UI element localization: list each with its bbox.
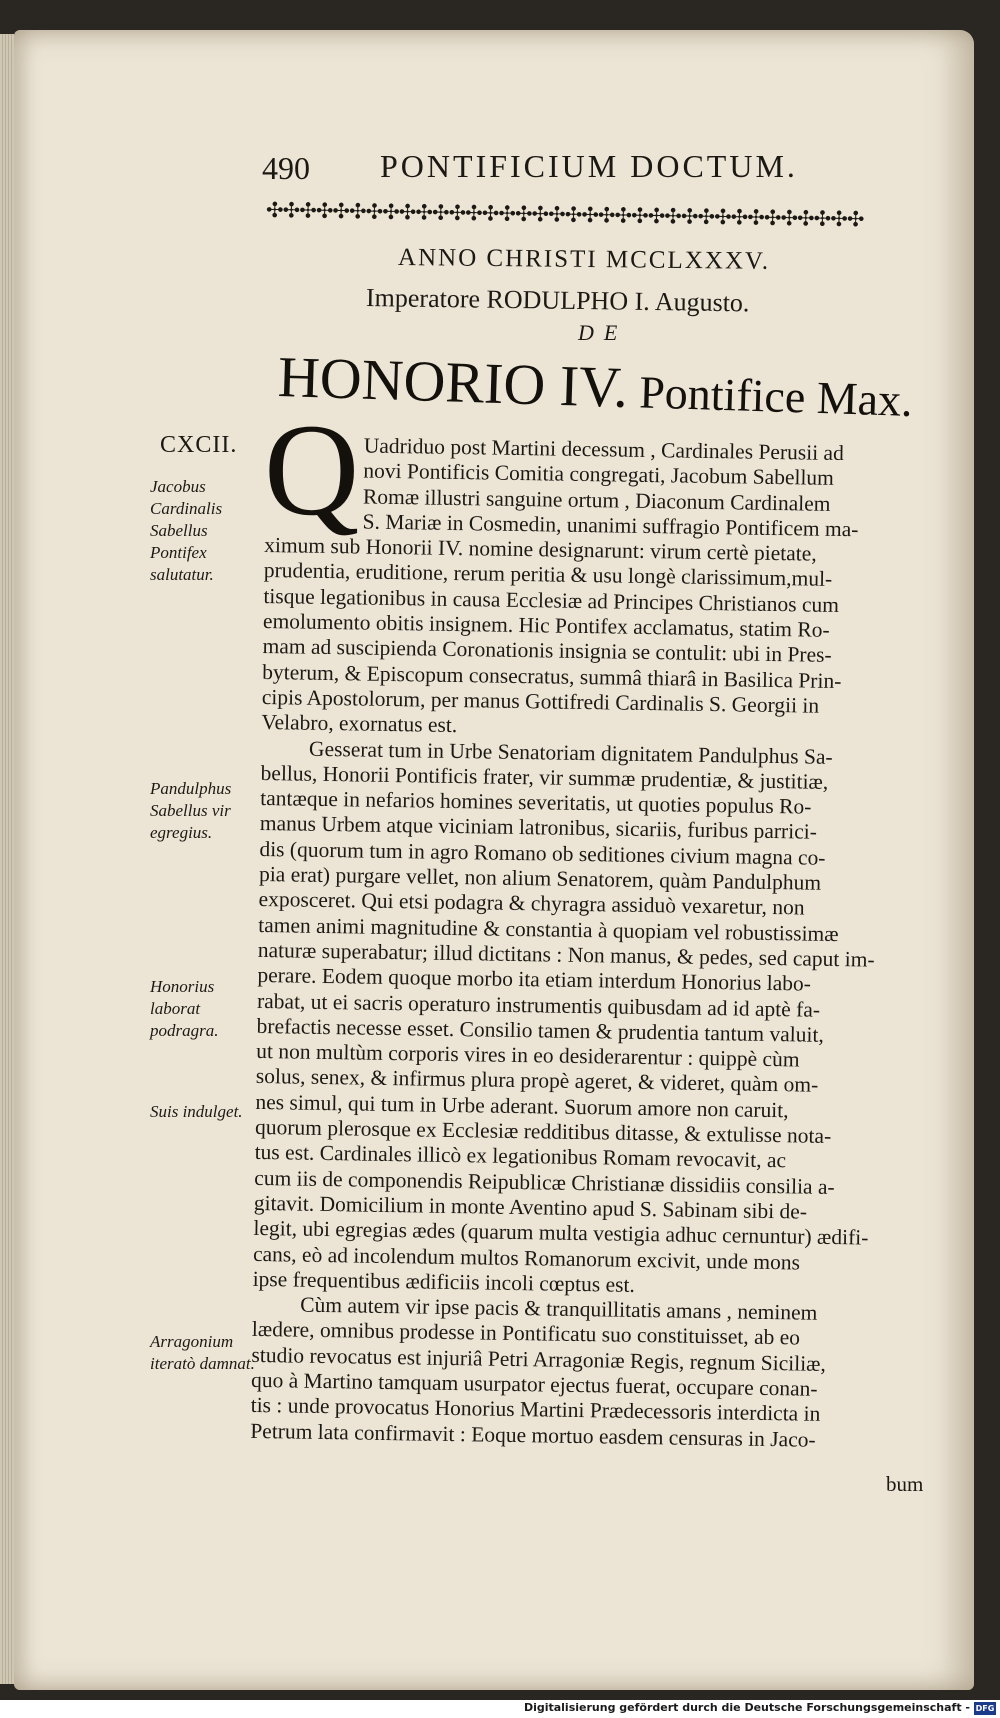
body-line: dis (quorum tum in agro Romano ob seditiones civium magna co- — [259, 836, 826, 870]
ornament-rule: ✣✣✣✣✣✣✣✣✣✣✣✣✣✣✣✣✣✣✣✣✣✣✣✣✣✣✣✣✣✣✣✣✣✣✣✣ — [265, 198, 864, 232]
body-line: tis : unde provocatus Honorius Martini Prædecessoris interdicta in — [250, 1393, 821, 1427]
body-text — [250, 432, 938, 1454]
running-title: PONTIFICIUM DOCTUM. — [380, 148, 798, 184]
body-line: Gesserat tum in Urbe Senatoriam dignitatem Pandulphus Sa- — [308, 736, 833, 769]
body-line: emolumento obitis insignem. Hic Pontifex acclamatus, statim Ro- — [262, 609, 830, 642]
body-line: bellus, Honorii Pontificis frater, vir summæ prudentiæ, & justitiæ, — [260, 760, 829, 794]
main-title-name: HONORIO IV. — [276, 344, 630, 420]
body-line: ipse frequentibus ædificiis incoli cœptus est. — [252, 1266, 636, 1297]
body-line: tamen animi magnitudine & constantia à quopiam vel robustissimæ — [258, 912, 839, 946]
body-line: Cùm autem vir ipse pacis & tranquillitatis amans , neminem — [300, 1292, 818, 1325]
chapter-number: CXCII. — [160, 432, 238, 458]
body-line: exposceret. Qui etsi podagra & chyragra assiduò vexaretur, non — [258, 887, 805, 920]
body-line: mam ad suscipienda Coronationis insignia se contulit: ubi in Pres- — [262, 634, 832, 668]
body-line: lædere, omnibus prodesse in Pontificatu suo constituisset, ab eo — [251, 1317, 801, 1350]
anno-line: ANNO CHRISTI MCCLXXXV. — [397, 244, 771, 275]
footer-bar — [0, 1700, 1000, 1718]
imperatore-line: Imperatore RODULPHO I. Augusto. — [365, 283, 750, 318]
body-line: novi Pontificis Comitia congregati, Jacobum Sabellum — [363, 458, 835, 491]
body-line: naturæ superabatur; illud dictitans : Non manus, & pedes, sed caput im- — [257, 937, 875, 972]
margin-note: Pandulphus Sabellus vir egregius. — [150, 779, 232, 842]
page-header — [262, 148, 852, 188]
body-line: ximum sub Honorii IV. nomine designarunt: virum certè pietate, — [264, 533, 817, 566]
body-line: gitavit. Domicilium in monte Aventino apud S. Sabinam sibi de- — [253, 1190, 808, 1224]
body-line: solus, senex, & infirmus plura propè ageret, & videret, quàm om- — [255, 1064, 819, 1098]
body-line: Petrum lata confirmavit : Eoque mortuo easdem censuras in Jaco- — [250, 1418, 816, 1452]
body-line: tus est. Cardinales illicò ex legationibus Romam revocavit, ac — [254, 1140, 787, 1173]
body-line: Velabro, exornatus est. — [261, 710, 458, 738]
margin-note: Suis indulget. — [150, 1102, 243, 1121]
body-line: cipis Apostolorum, per manus Gottifredi Cardinalis S. Georgii in — [261, 684, 820, 718]
body-line: quo à Martino tamquam usurpator ejectus fuerat, occupare conan- — [250, 1367, 818, 1401]
dfg-logo: DFG — [975, 1704, 995, 1713]
margin-note: Jacobus Cardinalis Sabellus Pontifex salutatur. — [150, 477, 223, 584]
body-line: prudentia, eruditione, rerum peritia & usu longè clarissimum,mul- — [263, 558, 833, 592]
body-line: perare. Eodem quoque morbo ita etiam interdum Honorius labo- — [257, 963, 812, 996]
de-line: DE — [578, 320, 628, 345]
footer-credit: Digitalisierung gefördert durch die Deutsche Forschungsgemeinschaft - — [523, 1701, 970, 1714]
body-line: studio revocatus est injuriâ Petri Arragoniæ Regis, regnum Siciliæ, — [251, 1342, 827, 1376]
drop-cap: Q — [264, 396, 360, 543]
page-number: 490 — [262, 150, 310, 186]
margin-note: Honorius laborat podragra. — [150, 977, 219, 1040]
body-line: ut non multùm corporis vires in eo desiderarentur : quippè cùm — [256, 1039, 800, 1072]
body-line: cans, eò ad incolendum multos Romanorum excivit, unde mons — [252, 1241, 801, 1274]
body-line: tisque legationibus in causa Ecclesiæ ad Principes Christianos cum — [263, 583, 840, 617]
body-line: pia erat) purgare vellet, non alium Senatorem, quàm Pandulphum — [258, 861, 822, 895]
body-line: tantæque in nefarios homines severitatis, ut quoties populus Ro- — [260, 786, 812, 819]
body-line: nes simul, qui tum in Urbe aderant. Suorum amore non caruit, — [255, 1089, 789, 1123]
body-line: cum iis de componendis Reipublicæ Christianæ dissidiis consilia a- — [254, 1165, 835, 1199]
body-line: brefactis necesse esset. Consilio tamen & prudentia tantum valuit, — [256, 1013, 825, 1047]
catchword: bum — [886, 1472, 924, 1496]
body-line: byterum, & Episcopum consecratus, summâ thiarâ in Basilica Prin- — [262, 659, 842, 693]
body-line: quorum plerosque ex Ecclesiæ redditibus ditasse, & extulisse nota- — [254, 1114, 832, 1148]
body-line: S. Mariæ in Cosmedin, unanimi suffragio Pontificem ma- — [362, 509, 859, 542]
body-line: manus Urbem atque viciniam latronibus, sicariis, furibus parrici- — [259, 811, 818, 845]
body-line: Romæ illustri sanguine ortum , Diaconum Cardinalem — [362, 484, 831, 516]
margin-note: Arragonium iteratò damnat. — [150, 1332, 255, 1373]
body-line: rabat, ut ei sacris operaturo instrumentis quibusdam ad id aptè fa- — [256, 988, 821, 1022]
body-line: Uadriduo post Martini decessum , Cardinales Perusii ad — [363, 433, 845, 466]
main-title-office: Pontifice Max. — [627, 366, 914, 426]
body-line: legit, ubi egregias ædes (quarum multa vestigia adhuc cernuntur) ædifi- — [253, 1216, 869, 1250]
page-edge — [0, 34, 14, 1684]
